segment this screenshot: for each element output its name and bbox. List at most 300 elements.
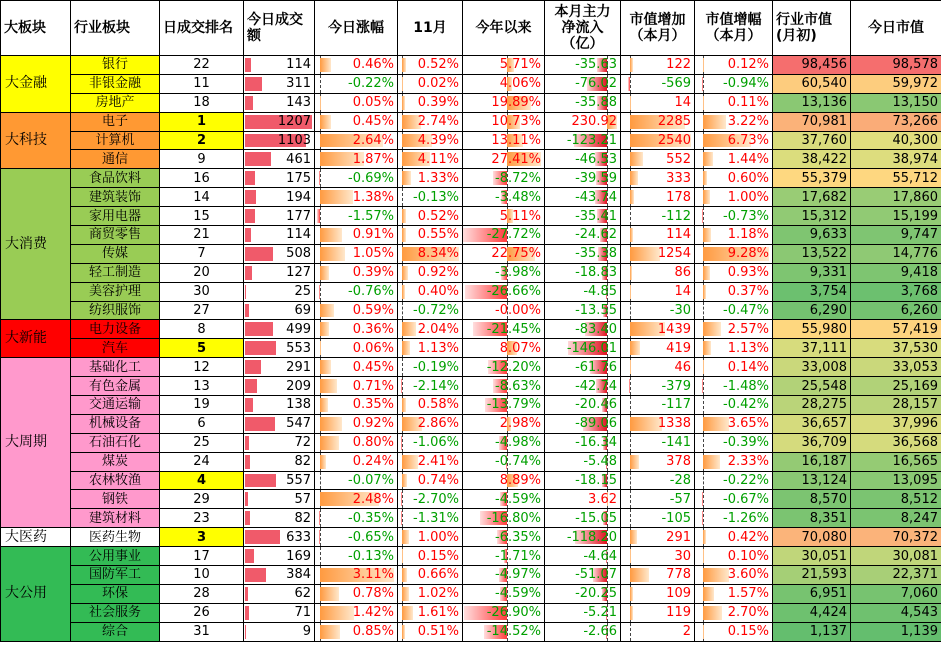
cap-now-cell[interactable]	[851, 282, 941, 301]
table-row[interactable]	[1, 377, 941, 396]
change-today-cell[interactable]	[315, 509, 398, 528]
main-flow-cell[interactable]	[545, 244, 621, 263]
cap-pct-cell[interactable]	[695, 131, 773, 150]
cap-now-cell[interactable]	[851, 263, 941, 282]
cap-increase-cell[interactable]	[621, 188, 695, 207]
cap-increase-cell[interactable]	[621, 131, 695, 150]
cap-start-cell[interactable]	[773, 433, 851, 452]
main-flow-cell[interactable]	[545, 74, 621, 93]
change-today-cell[interactable]	[315, 377, 398, 396]
cap-now-cell[interactable]	[851, 433, 941, 452]
cap-now-cell[interactable]	[851, 396, 941, 415]
cap-start-cell[interactable]	[773, 301, 851, 320]
cap-start-cell[interactable]	[773, 509, 851, 528]
cap-now-cell[interactable]	[851, 207, 941, 226]
cap-pct-cell[interactable]	[695, 112, 773, 131]
header-rank[interactable]: 日成交排名	[160, 1, 244, 56]
change-today-cell[interactable]	[315, 622, 398, 641]
table-row[interactable]	[1, 471, 941, 490]
volume-cell[interactable]	[244, 112, 315, 131]
volume-cell[interactable]	[244, 622, 315, 641]
industry-name-cell[interactable]	[71, 584, 160, 603]
table-row[interactable]	[1, 244, 941, 263]
november-cell[interactable]	[398, 112, 463, 131]
change-today-cell[interactable]	[315, 188, 398, 207]
header-change-today[interactable]: 今日涨幅	[315, 1, 398, 56]
rank-cell[interactable]	[160, 547, 244, 566]
main-flow-cell[interactable]	[545, 414, 621, 433]
change-today-cell[interactable]	[315, 301, 398, 320]
change-today-cell[interactable]	[315, 150, 398, 169]
cap-now-cell[interactable]	[851, 566, 941, 585]
cap-start-cell[interactable]	[773, 207, 851, 226]
table-row[interactable]	[1, 169, 941, 188]
main-flow-cell[interactable]	[545, 226, 621, 245]
industry-name-cell[interactable]	[71, 93, 160, 112]
table-row[interactable]	[1, 490, 941, 509]
change-today-cell[interactable]	[315, 282, 398, 301]
volume-cell[interactable]	[244, 169, 315, 188]
change-today-cell[interactable]	[315, 396, 398, 415]
main-flow-cell[interactable]	[545, 603, 621, 622]
industry-name-cell[interactable]	[71, 74, 160, 93]
table-row[interactable]	[1, 509, 941, 528]
industry-name-cell[interactable]	[71, 509, 160, 528]
cap-start-cell[interactable]	[773, 396, 851, 415]
cap-start-cell[interactable]	[773, 56, 851, 75]
november-cell[interactable]	[398, 414, 463, 433]
volume-cell[interactable]	[244, 56, 315, 75]
cap-now-cell[interactable]	[851, 452, 941, 471]
cap-pct-cell[interactable]	[695, 528, 773, 547]
ytd-cell[interactable]	[463, 282, 545, 301]
volume-cell[interactable]	[244, 358, 315, 377]
header-volume[interactable]: 今日成交额	[244, 1, 315, 56]
cap-start-cell[interactable]	[773, 188, 851, 207]
cap-start-cell[interactable]	[773, 490, 851, 509]
cap-now-cell[interactable]	[851, 358, 941, 377]
rank-cell[interactable]	[160, 528, 244, 547]
cap-increase-cell[interactable]	[621, 301, 695, 320]
table-row[interactable]	[1, 301, 941, 320]
ytd-cell[interactable]	[463, 244, 545, 263]
cap-pct-cell[interactable]	[695, 150, 773, 169]
ytd-cell[interactable]	[463, 396, 545, 415]
cap-pct-cell[interactable]	[695, 301, 773, 320]
rank-cell[interactable]	[160, 131, 244, 150]
cap-increase-cell[interactable]	[621, 452, 695, 471]
change-today-cell[interactable]	[315, 471, 398, 490]
volume-cell[interactable]	[244, 207, 315, 226]
cap-start-cell[interactable]	[773, 93, 851, 112]
change-today-cell[interactable]	[315, 452, 398, 471]
cap-increase-cell[interactable]	[621, 150, 695, 169]
rank-cell[interactable]	[160, 490, 244, 509]
cap-pct-cell[interactable]	[695, 414, 773, 433]
november-cell[interactable]	[398, 528, 463, 547]
main-flow-cell[interactable]	[545, 452, 621, 471]
november-cell[interactable]	[398, 188, 463, 207]
cap-start-cell[interactable]	[773, 603, 851, 622]
industry-name-cell[interactable]	[71, 396, 160, 415]
table-row[interactable]	[1, 131, 941, 150]
volume-cell[interactable]	[244, 93, 315, 112]
rank-cell[interactable]	[160, 301, 244, 320]
november-cell[interactable]	[398, 320, 463, 339]
main-flow-cell[interactable]	[545, 396, 621, 415]
cap-pct-cell[interactable]	[695, 339, 773, 358]
november-cell[interactable]	[398, 244, 463, 263]
change-today-cell[interactable]	[315, 566, 398, 585]
ytd-cell[interactable]	[463, 566, 545, 585]
november-cell[interactable]	[398, 547, 463, 566]
cap-start-cell[interactable]	[773, 584, 851, 603]
table-row[interactable]	[1, 112, 941, 131]
main-flow-cell[interactable]	[545, 528, 621, 547]
cap-pct-cell[interactable]	[695, 377, 773, 396]
ytd-cell[interactable]	[463, 339, 545, 358]
cap-increase-cell[interactable]	[621, 74, 695, 93]
table-row[interactable]	[1, 150, 941, 169]
cap-increase-cell[interactable]	[621, 377, 695, 396]
main-flow-cell[interactable]	[545, 56, 621, 75]
rank-cell[interactable]	[160, 263, 244, 282]
industry-name-cell[interactable]	[71, 490, 160, 509]
ytd-cell[interactable]	[463, 490, 545, 509]
industry-name-cell[interactable]	[71, 433, 160, 452]
main-flow-cell[interactable]	[545, 490, 621, 509]
table-row[interactable]	[1, 56, 941, 75]
volume-cell[interactable]	[244, 603, 315, 622]
cap-now-cell[interactable]	[851, 509, 941, 528]
main-flow-cell[interactable]	[545, 207, 621, 226]
ytd-cell[interactable]	[463, 188, 545, 207]
cap-increase-cell[interactable]	[621, 244, 695, 263]
volume-cell[interactable]	[244, 509, 315, 528]
cap-increase-cell[interactable]	[621, 603, 695, 622]
ytd-cell[interactable]	[463, 471, 545, 490]
cap-increase-cell[interactable]	[621, 584, 695, 603]
ytd-cell[interactable]	[463, 263, 545, 282]
cap-increase-cell[interactable]	[621, 566, 695, 585]
ytd-cell[interactable]	[463, 377, 545, 396]
november-cell[interactable]	[398, 433, 463, 452]
change-today-cell[interactable]	[315, 226, 398, 245]
industry-name-cell[interactable]	[71, 547, 160, 566]
november-cell[interactable]	[398, 622, 463, 641]
volume-cell[interactable]	[244, 471, 315, 490]
change-today-cell[interactable]	[315, 93, 398, 112]
change-today-cell[interactable]	[315, 169, 398, 188]
november-cell[interactable]	[398, 226, 463, 245]
volume-cell[interactable]	[244, 452, 315, 471]
change-today-cell[interactable]	[315, 603, 398, 622]
cap-now-cell[interactable]	[851, 131, 941, 150]
main-flow-cell[interactable]	[545, 93, 621, 112]
ytd-cell[interactable]	[463, 301, 545, 320]
main-flow-cell[interactable]	[545, 112, 621, 131]
cap-pct-cell[interactable]	[695, 56, 773, 75]
cap-now-cell[interactable]	[851, 471, 941, 490]
rank-cell[interactable]	[160, 471, 244, 490]
cap-start-cell[interactable]	[773, 282, 851, 301]
industry-name-cell[interactable]	[71, 188, 160, 207]
ytd-cell[interactable]	[463, 509, 545, 528]
cap-pct-cell[interactable]	[695, 320, 773, 339]
table-row[interactable]	[1, 93, 941, 112]
cap-pct-cell[interactable]	[695, 509, 773, 528]
rank-cell[interactable]	[160, 622, 244, 641]
cap-now-cell[interactable]	[851, 584, 941, 603]
rank-cell[interactable]	[160, 244, 244, 263]
main-flow-cell[interactable]	[545, 471, 621, 490]
table-row[interactable]	[1, 433, 941, 452]
volume-cell[interactable]	[244, 188, 315, 207]
cap-pct-cell[interactable]	[695, 603, 773, 622]
rank-cell[interactable]	[160, 396, 244, 415]
cap-now-cell[interactable]	[851, 622, 941, 641]
cap-pct-cell[interactable]	[695, 396, 773, 415]
change-today-cell[interactable]	[315, 433, 398, 452]
cap-increase-cell[interactable]	[621, 414, 695, 433]
cap-increase-cell[interactable]	[621, 169, 695, 188]
volume-cell[interactable]	[244, 226, 315, 245]
rank-cell[interactable]	[160, 414, 244, 433]
main-flow-cell[interactable]	[545, 131, 621, 150]
change-today-cell[interactable]	[315, 490, 398, 509]
industry-name-cell[interactable]	[71, 56, 160, 75]
volume-cell[interactable]	[244, 339, 315, 358]
cap-start-cell[interactable]	[773, 244, 851, 263]
cap-start-cell[interactable]	[773, 528, 851, 547]
cap-increase-cell[interactable]	[621, 490, 695, 509]
rank-cell[interactable]	[160, 207, 244, 226]
cap-increase-cell[interactable]	[621, 320, 695, 339]
cap-now-cell[interactable]	[851, 339, 941, 358]
cap-increase-cell[interactable]	[621, 509, 695, 528]
cap-start-cell[interactable]	[773, 263, 851, 282]
ytd-cell[interactable]	[463, 452, 545, 471]
rank-cell[interactable]	[160, 282, 244, 301]
rank-cell[interactable]	[160, 358, 244, 377]
rank-cell[interactable]	[160, 169, 244, 188]
november-cell[interactable]	[398, 584, 463, 603]
header-main-flow[interactable]: 本月主力净流入（亿）	[545, 1, 621, 56]
main-flow-cell[interactable]	[545, 188, 621, 207]
ytd-cell[interactable]	[463, 226, 545, 245]
change-today-cell[interactable]	[315, 339, 398, 358]
ytd-cell[interactable]	[463, 93, 545, 112]
ytd-cell[interactable]	[463, 433, 545, 452]
table-row[interactable]	[1, 584, 941, 603]
ytd-cell[interactable]	[463, 169, 545, 188]
table-row[interactable]	[1, 566, 941, 585]
header-cap-now[interactable]: 今日市值	[851, 1, 941, 56]
cap-increase-cell[interactable]	[621, 358, 695, 377]
november-cell[interactable]	[398, 603, 463, 622]
cap-pct-cell[interactable]	[695, 566, 773, 585]
cap-now-cell[interactable]	[851, 414, 941, 433]
industry-name-cell[interactable]	[71, 244, 160, 263]
industry-name-cell[interactable]	[71, 603, 160, 622]
cap-increase-cell[interactable]	[621, 93, 695, 112]
main-flow-cell[interactable]	[545, 584, 621, 603]
cap-increase-cell[interactable]	[621, 471, 695, 490]
change-today-cell[interactable]	[315, 56, 398, 75]
cap-increase-cell[interactable]	[621, 339, 695, 358]
cap-now-cell[interactable]	[851, 490, 941, 509]
cap-pct-cell[interactable]	[695, 188, 773, 207]
volume-cell[interactable]	[244, 150, 315, 169]
cap-start-cell[interactable]	[773, 358, 851, 377]
cap-start-cell[interactable]	[773, 112, 851, 131]
volume-cell[interactable]	[244, 282, 315, 301]
november-cell[interactable]	[398, 490, 463, 509]
rank-cell[interactable]	[160, 566, 244, 585]
volume-cell[interactable]	[244, 566, 315, 585]
november-cell[interactable]	[398, 282, 463, 301]
november-cell[interactable]	[398, 56, 463, 75]
table-row[interactable]	[1, 74, 941, 93]
cap-start-cell[interactable]	[773, 226, 851, 245]
main-flow-cell[interactable]	[545, 150, 621, 169]
cap-increase-cell[interactable]	[621, 282, 695, 301]
rank-cell[interactable]	[160, 112, 244, 131]
table-row[interactable]	[1, 452, 941, 471]
ytd-cell[interactable]	[463, 584, 545, 603]
cap-pct-cell[interactable]	[695, 622, 773, 641]
cap-pct-cell[interactable]	[695, 547, 773, 566]
table-row[interactable]	[1, 358, 941, 377]
cap-now-cell[interactable]	[851, 226, 941, 245]
industry-name-cell[interactable]	[71, 528, 160, 547]
ytd-cell[interactable]	[463, 528, 545, 547]
cap-start-cell[interactable]	[773, 414, 851, 433]
cap-pct-cell[interactable]	[695, 358, 773, 377]
volume-cell[interactable]	[244, 301, 315, 320]
rank-cell[interactable]	[160, 377, 244, 396]
cap-start-cell[interactable]	[773, 320, 851, 339]
change-today-cell[interactable]	[315, 414, 398, 433]
rank-cell[interactable]	[160, 74, 244, 93]
volume-cell[interactable]	[244, 547, 315, 566]
cap-start-cell[interactable]	[773, 377, 851, 396]
november-cell[interactable]	[398, 396, 463, 415]
cap-pct-cell[interactable]	[695, 74, 773, 93]
main-flow-cell[interactable]	[545, 282, 621, 301]
industry-name-cell[interactable]	[71, 169, 160, 188]
industry-name-cell[interactable]	[71, 207, 160, 226]
november-cell[interactable]	[398, 207, 463, 226]
cap-increase-cell[interactable]	[621, 547, 695, 566]
rank-cell[interactable]	[160, 603, 244, 622]
cap-start-cell[interactable]	[773, 131, 851, 150]
industry-name-cell[interactable]	[71, 263, 160, 282]
ytd-cell[interactable]	[463, 112, 545, 131]
volume-cell[interactable]	[244, 528, 315, 547]
industry-name-cell[interactable]	[71, 282, 160, 301]
industry-name-cell[interactable]	[71, 150, 160, 169]
november-cell[interactable]	[398, 339, 463, 358]
table-row[interactable]	[1, 320, 941, 339]
change-today-cell[interactable]	[315, 547, 398, 566]
november-cell[interactable]	[398, 377, 463, 396]
ytd-cell[interactable]	[463, 150, 545, 169]
industry-name-cell[interactable]	[71, 131, 160, 150]
cap-now-cell[interactable]	[851, 244, 941, 263]
cap-start-cell[interactable]	[773, 74, 851, 93]
header-cap-increase[interactable]: 市值增加（本月）	[621, 1, 695, 56]
main-flow-cell[interactable]	[545, 547, 621, 566]
rank-cell[interactable]	[160, 433, 244, 452]
industry-name-cell[interactable]	[71, 452, 160, 471]
volume-cell[interactable]	[244, 584, 315, 603]
industry-name-cell[interactable]	[71, 320, 160, 339]
industry-name-cell[interactable]	[71, 471, 160, 490]
cap-pct-cell[interactable]	[695, 169, 773, 188]
volume-cell[interactable]	[244, 490, 315, 509]
change-today-cell[interactable]	[315, 528, 398, 547]
industry-name-cell[interactable]	[71, 566, 160, 585]
main-flow-cell[interactable]	[545, 320, 621, 339]
cap-now-cell[interactable]	[851, 547, 941, 566]
november-cell[interactable]	[398, 169, 463, 188]
cap-increase-cell[interactable]	[621, 263, 695, 282]
cap-start-cell[interactable]	[773, 169, 851, 188]
cap-increase-cell[interactable]	[621, 207, 695, 226]
ytd-cell[interactable]	[463, 56, 545, 75]
cap-increase-cell[interactable]	[621, 528, 695, 547]
header-cap-start[interactable]: 行业市值(月初)	[773, 1, 851, 56]
ytd-cell[interactable]	[463, 358, 545, 377]
rank-cell[interactable]	[160, 509, 244, 528]
cap-start-cell[interactable]	[773, 471, 851, 490]
industry-name-cell[interactable]	[71, 622, 160, 641]
volume-cell[interactable]	[244, 433, 315, 452]
table-row[interactable]	[1, 622, 941, 641]
change-today-cell[interactable]	[315, 320, 398, 339]
table-row[interactable]	[1, 339, 941, 358]
table-row[interactable]	[1, 547, 941, 566]
table-row[interactable]	[1, 207, 941, 226]
volume-cell[interactable]	[244, 244, 315, 263]
cap-pct-cell[interactable]	[695, 282, 773, 301]
november-cell[interactable]	[398, 509, 463, 528]
change-today-cell[interactable]	[315, 584, 398, 603]
cap-now-cell[interactable]	[851, 377, 941, 396]
industry-name-cell[interactable]	[71, 226, 160, 245]
rank-cell[interactable]	[160, 584, 244, 603]
rank-cell[interactable]	[160, 452, 244, 471]
cap-increase-cell[interactable]	[621, 226, 695, 245]
cap-pct-cell[interactable]	[695, 471, 773, 490]
cap-now-cell[interactable]	[851, 150, 941, 169]
table-row[interactable]	[1, 396, 941, 415]
industry-name-cell[interactable]	[71, 414, 160, 433]
main-flow-cell[interactable]	[545, 301, 621, 320]
november-cell[interactable]	[398, 131, 463, 150]
cap-pct-cell[interactable]	[695, 263, 773, 282]
cap-pct-cell[interactable]	[695, 244, 773, 263]
rank-cell[interactable]	[160, 226, 244, 245]
main-flow-cell[interactable]	[545, 566, 621, 585]
november-cell[interactable]	[398, 566, 463, 585]
cap-pct-cell[interactable]	[695, 433, 773, 452]
cap-start-cell[interactable]	[773, 150, 851, 169]
cap-pct-cell[interactable]	[695, 226, 773, 245]
change-today-cell[interactable]	[315, 131, 398, 150]
change-today-cell[interactable]	[315, 74, 398, 93]
